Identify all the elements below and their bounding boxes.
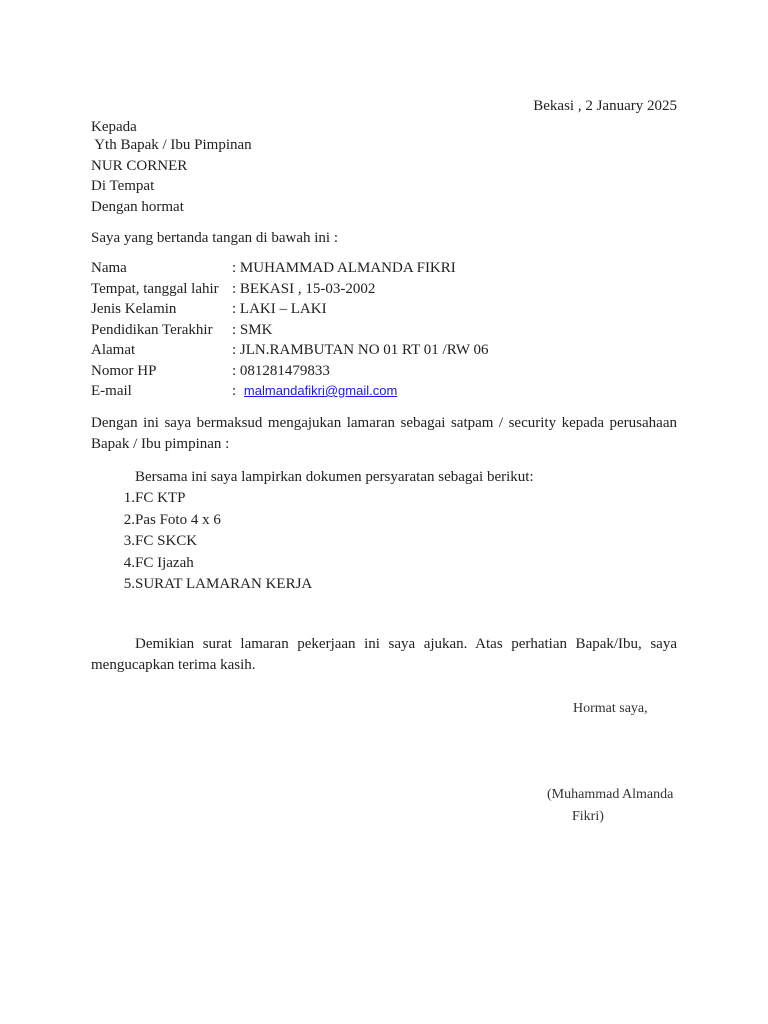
list-number: 3. bbox=[123, 533, 135, 549]
signer-name-line2: Fikri) bbox=[572, 809, 604, 824]
field-row-name bbox=[91, 258, 489, 279]
list-number: 4. bbox=[123, 554, 135, 571]
signer-name-line1: (Muhammad Almanda bbox=[547, 787, 674, 802]
field-row-email bbox=[91, 381, 489, 402]
field-value: : MUHAMMAD ALMANDA FIKRI bbox=[232, 260, 456, 276]
closing-paragraph: Demikian surat lamaran pekerjaan ini saya ajukan. Atas perhatian Bapak/Ibu, saya mengucapkan terima kasih. bbox=[91, 636, 677, 673]
list-number: 5. bbox=[123, 576, 135, 592]
list-text: FC Ijazah bbox=[135, 554, 194, 571]
list-text: Pas Foto 4 x 6 bbox=[135, 511, 221, 528]
list-item bbox=[91, 553, 312, 575]
field-row-birth bbox=[91, 279, 489, 300]
email-link[interactable]: malmandafikri@gmail.com bbox=[243, 383, 398, 398]
greeting: Dengan hormat bbox=[91, 199, 184, 215]
recipient-line-place: Di Tempat bbox=[91, 178, 155, 194]
list-item bbox=[91, 510, 312, 532]
field-label: Jenis Kelamin bbox=[91, 301, 177, 317]
field-label: E-mail bbox=[91, 383, 132, 399]
list-number: 2. bbox=[123, 511, 135, 528]
field-label: Nama bbox=[91, 260, 127, 276]
list-text: FC KTP bbox=[135, 490, 186, 506]
field-label: Tempat, tanggal lahir bbox=[91, 280, 219, 297]
field-label: Pendidikan Terakhir bbox=[91, 321, 213, 338]
date-line: Bekasi , 2 January 2025 bbox=[533, 98, 677, 114]
recipient-line-kepada: Kepada bbox=[91, 119, 137, 135]
field-label: Nomor HP bbox=[91, 362, 157, 379]
list-number: 1. bbox=[123, 490, 135, 506]
list-text: FC SKCK bbox=[135, 533, 198, 549]
field-value: : 081281479833 bbox=[232, 362, 330, 379]
field-value: : SMK bbox=[232, 321, 273, 338]
field-value: : LAKI – LAKI bbox=[232, 301, 327, 317]
recipient-line-addressee: Yth Bapak / Ibu Pimpinan bbox=[91, 137, 252, 153]
list-item bbox=[91, 488, 312, 510]
recipient-line-company: NUR CORNER bbox=[91, 158, 188, 174]
field-row-phone bbox=[91, 361, 489, 382]
attachments-intro: Bersama ini saya lampirkan dokumen persyaratan sebagai berikut: bbox=[135, 469, 534, 485]
field-label: Alamat bbox=[91, 342, 136, 358]
list-text: SURAT LAMARAN KERJA bbox=[135, 576, 313, 592]
field-value: : BEKASI , 15-03-2002 bbox=[232, 280, 376, 297]
field-row-gender bbox=[91, 299, 489, 320]
field-row-education bbox=[91, 320, 489, 341]
list-item bbox=[91, 574, 312, 596]
attachment-list bbox=[91, 488, 312, 596]
applicant-details bbox=[91, 258, 489, 402]
list-item bbox=[91, 531, 312, 553]
intro-statement: Saya yang bertanda tangan di bawah ini : bbox=[91, 230, 339, 246]
field-value: : JLN.RAMBUTAN NO 01 RT 01 /RW 06 bbox=[232, 342, 489, 358]
purpose-paragraph: Dengan ini saya bermaksud mengajukan lamaran sebagai satpam / security kepada perusahaan Bapak / Ibu pimpinan : bbox=[91, 415, 677, 452]
signoff: Hormat saya, bbox=[573, 701, 648, 716]
field-row-address bbox=[91, 340, 489, 361]
field-value: : bbox=[232, 383, 240, 399]
